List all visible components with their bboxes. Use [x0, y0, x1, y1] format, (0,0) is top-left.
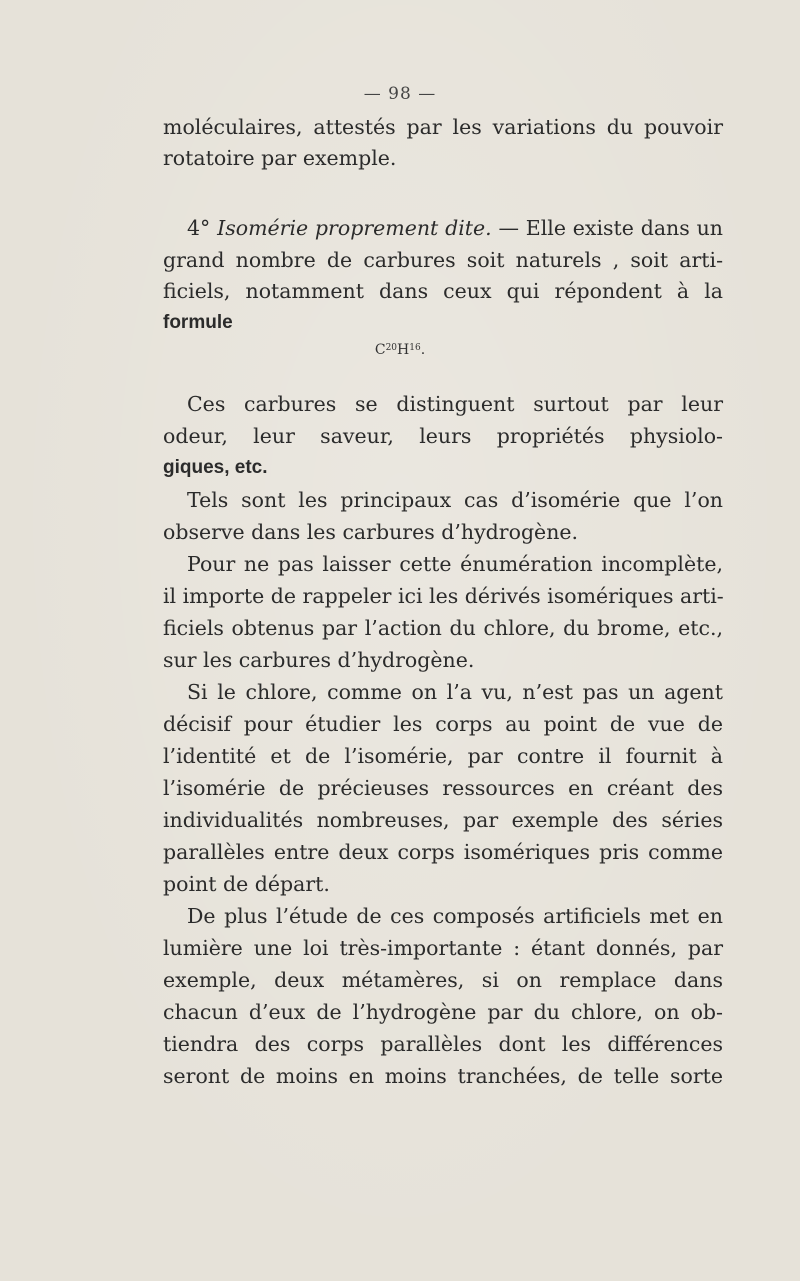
page-number: — 98 —	[363, 84, 437, 104]
text-line: il importe de rappeler ici les dérivés isomériques arti-	[163, 584, 724, 608]
text-line: moléculaires, attestés par les variations du pouvoir	[163, 115, 723, 139]
text-line: ficiels obtenus par l’action du chlore, du brome, etc.,	[163, 616, 723, 640]
text-line: individualités nombreuses, par exemple des séries	[163, 808, 723, 832]
text-line: parallèles entre deux corps isomériques pris comme	[163, 840, 723, 864]
section-number: 4°	[187, 216, 211, 240]
text-line: tiendra des corps parallèles dont les différences	[163, 1032, 723, 1056]
text-line: exemple, deux métamères, si on remplace dans	[163, 968, 723, 992]
text-line: point de départ.	[163, 872, 330, 896]
text-line: sur les carbures d’hydrogène.	[163, 648, 475, 672]
text-line: ficiels, notamment dans ceux qui répondent à la	[163, 279, 723, 303]
section-title: Isomérie proprement dite.	[217, 216, 492, 240]
text-line: Tels sont les principaux cas d’isomérie que l’on	[187, 488, 723, 512]
text-line: Ces carbures se distinguent surtout par leur	[187, 392, 723, 416]
text-line: l’identité et de l’isomérie, par contre il fournit à	[163, 744, 723, 768]
text-line: chacun d’eux de l’hydrogène par du chlore, on ob-	[163, 1000, 723, 1024]
text-line: formule	[163, 312, 233, 333]
text-line: lumière une loi très-importante : étant donnés, par	[163, 936, 723, 960]
text-line: décisif pour étudier les corps au point de vue de	[163, 712, 723, 736]
text-line: rotatoire par exemple.	[163, 146, 397, 170]
text-line: observe dans les carbures d’hydrogène.	[163, 520, 579, 544]
text-line: odeur, leur saveur, leurs propriétés physiolo-	[163, 424, 723, 448]
text-line: l’isomérie de précieuses ressources en créant des	[163, 776, 723, 800]
text-line: giques, etc.	[163, 457, 268, 478]
text-line: Pour ne pas laisser cette énumération incomplète,	[187, 552, 723, 576]
text-line: De plus l’étude de ces composés artificiels met en	[187, 904, 723, 928]
text-line: seront de moins en moins tranchées, de telle sorte	[163, 1064, 723, 1088]
chemical-formula: $C^{20}H^{16}$.	[374, 342, 426, 358]
section-text: — Elle existe dans un	[498, 216, 723, 240]
text-line: Si le chlore, comme on l’a vu, n’est pas un agent	[187, 680, 723, 704]
section-heading-line	[187, 214, 723, 242]
text-line: grand nombre de carbures soit naturels , soit arti-	[163, 248, 723, 272]
